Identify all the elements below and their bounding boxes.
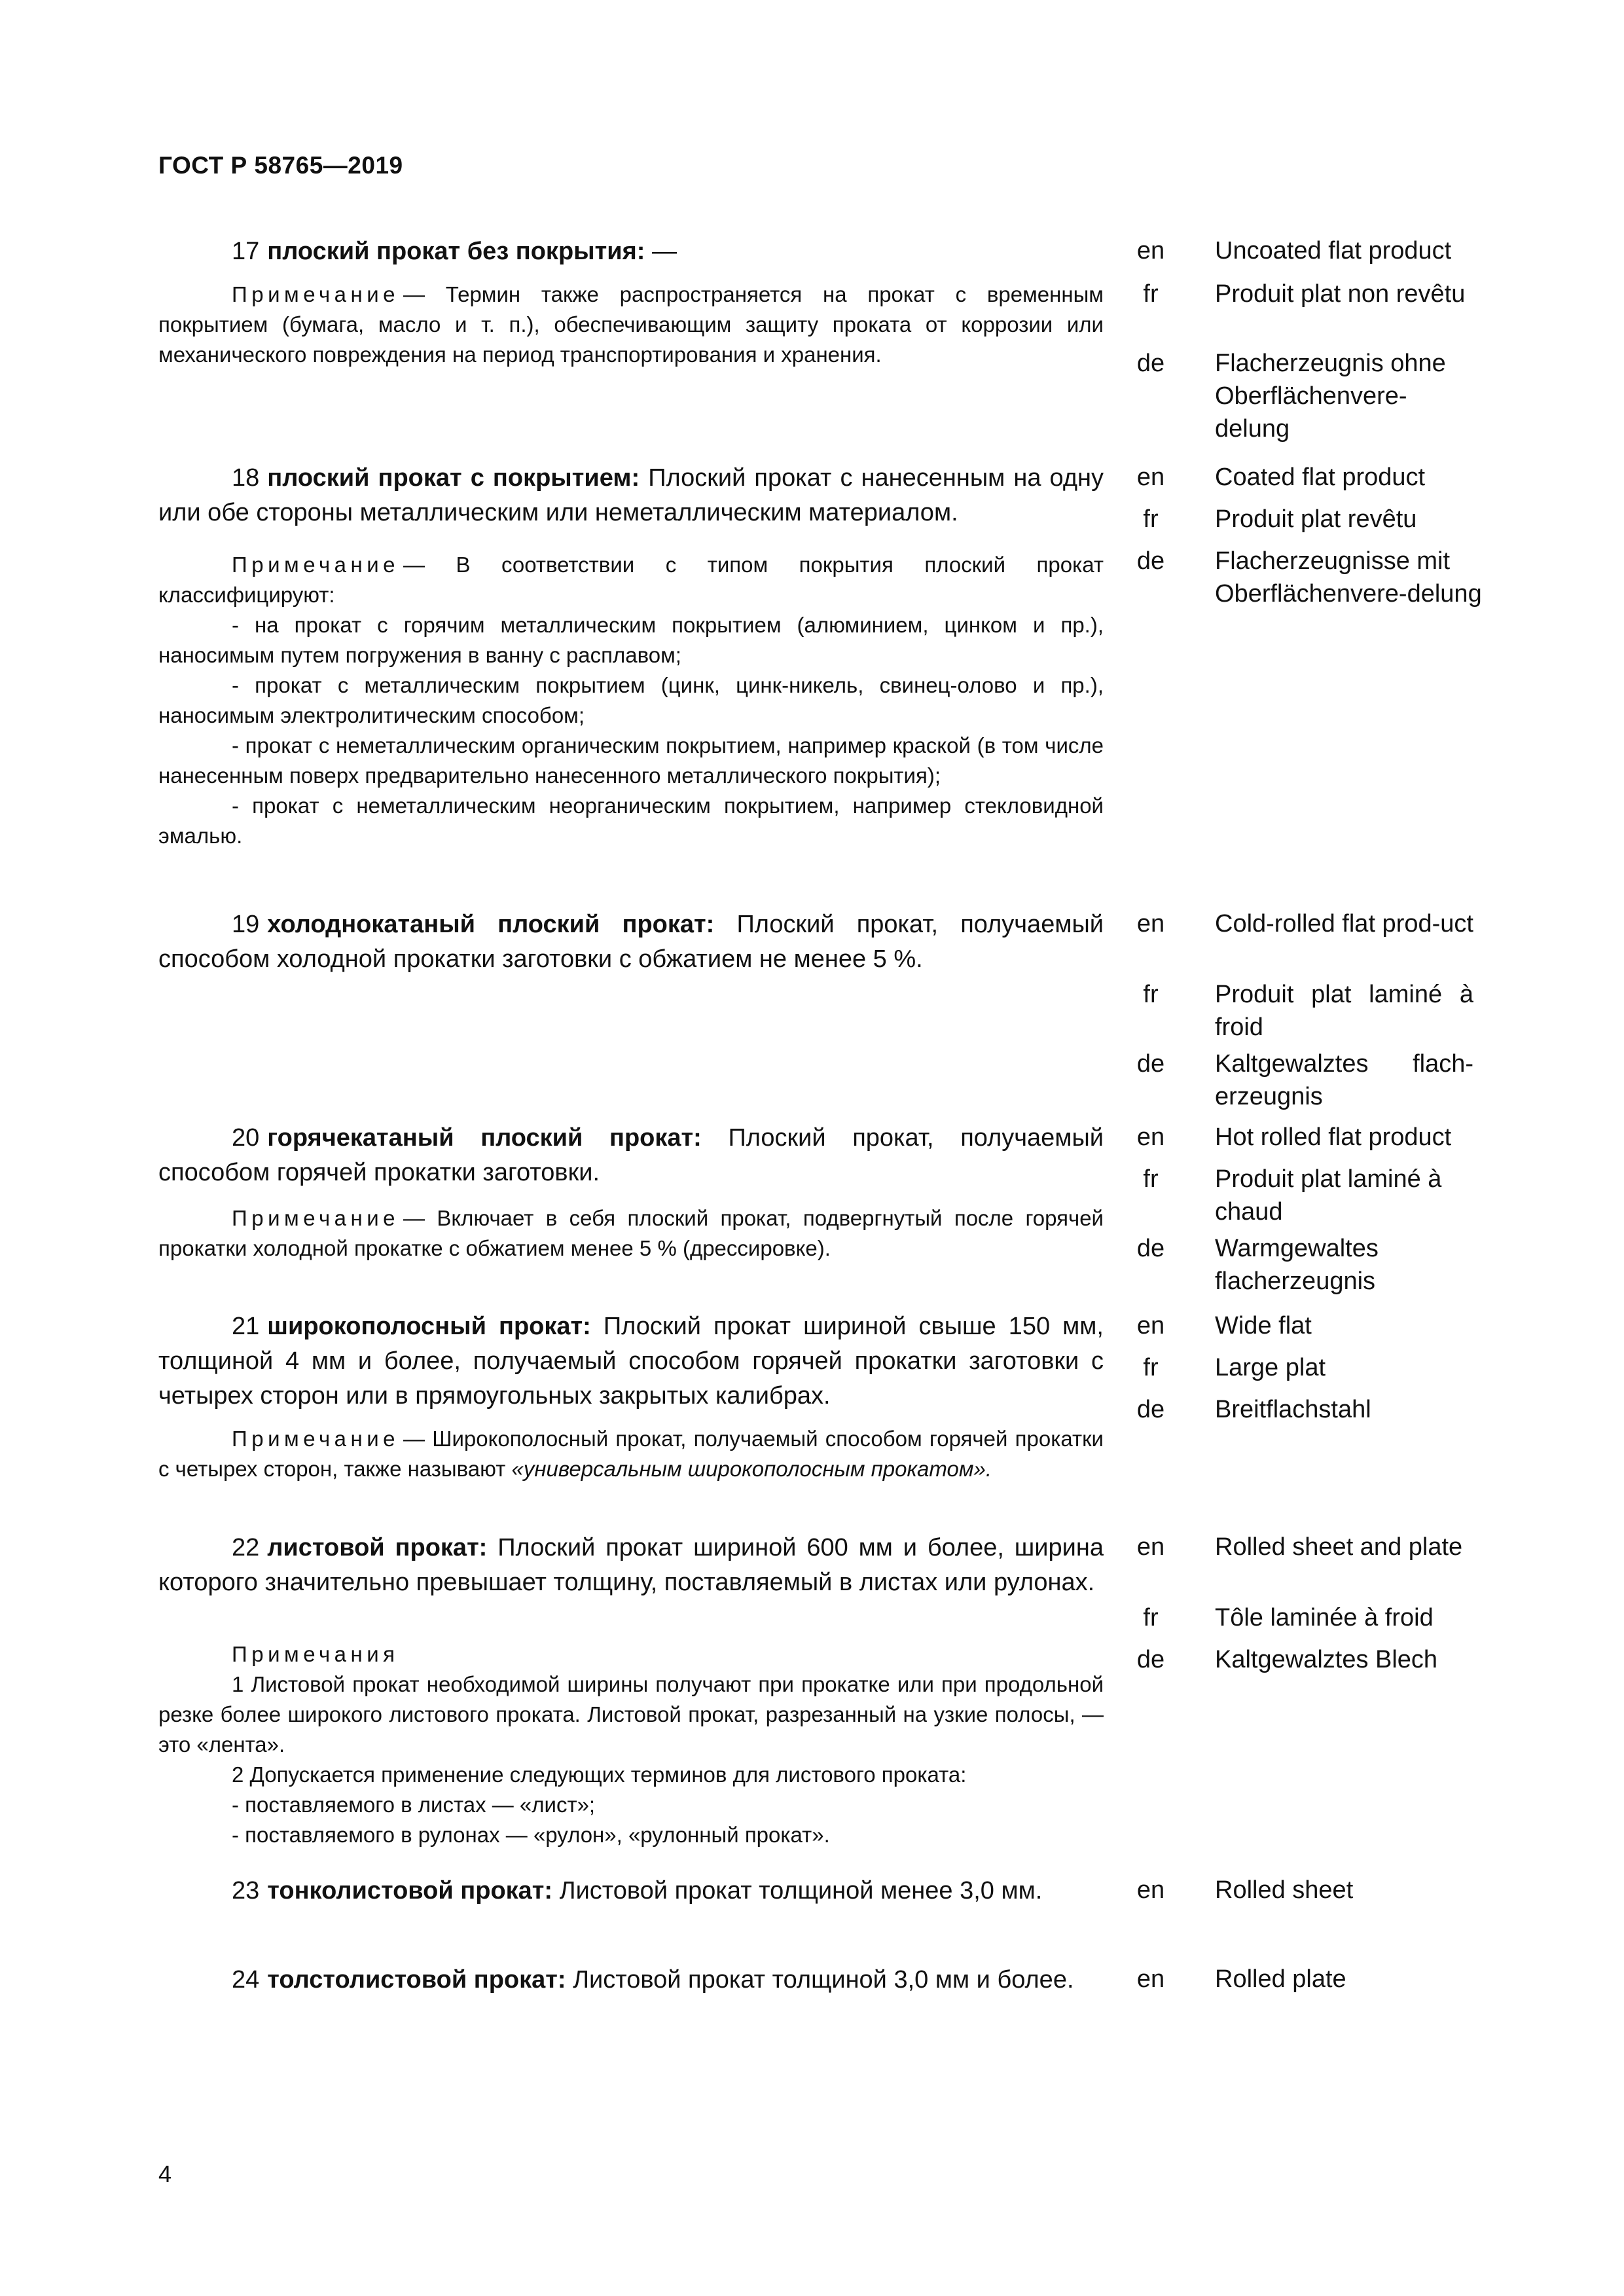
- note-list-item: - прокат с неметаллическим неорганическим покрытием, например стекловидной эмалью.: [158, 793, 1104, 848]
- lang-code-en: en: [1136, 1876, 1165, 1904]
- term-ru-block: [158, 1963, 1104, 1997]
- translation-en: Wide flat: [1215, 1312, 1312, 1339]
- term-name: тонколистовой прокат:: [267, 1877, 553, 1904]
- translation-de: Flacherzeugnis ohne Oberflächenvere-delung: [1215, 350, 1446, 443]
- note-list-item: - на прокат с горячим металлическим покрытием (алюминием, цинком и пр.), наносимым путем погружения в ванну с расплавом;: [158, 613, 1104, 667]
- note-text: — Термин также распространяется на прокат с временным покрытием (бумага, масло и т. п.), обеспечивающим защиту проката от коррозии или механического повреждения на период транспортирования и хранения.: [158, 282, 1104, 367]
- term-definition: [158, 461, 1104, 530]
- lang-code-de: de: [1136, 350, 1165, 377]
- note-list-item: - прокат с металлическим покрытием (цинк, цинк-никель, свинец-олово и пр.), наносимым электролитическим способом;: [158, 673, 1104, 727]
- term-ru-block: [158, 1309, 1104, 1484]
- lang-code-fr: fr: [1143, 1165, 1159, 1193]
- term-definition-text: Плоский прокат шириной 600 мм и более, ширина которого значительно превышает толщину, поставляемый в листах или рулонах.: [158, 1534, 1104, 1596]
- term-definition: [158, 1121, 1104, 1190]
- lang-code-de: de: [1136, 1235, 1165, 1262]
- term-definition-text: Листовой прокат толщиной 3,0 мм и более.: [566, 1966, 1074, 1994]
- translation-en: Rolled sheet and plate: [1215, 1533, 1463, 1561]
- translation-fr: Tôle laminée à froid: [1215, 1604, 1434, 1631]
- term-number: 23: [232, 1877, 260, 1904]
- term-note: [158, 550, 1104, 610]
- term-number: 24: [232, 1966, 260, 1994]
- note-item: 1 Листовой прокат необходимой ширины получают при прокатке или при продольной резке более широкого листового проката. Листовой прокат, разрезанный на узкие полосы, — это «лента».: [158, 1672, 1104, 1757]
- term-name: плоский прокат без покрытия:: [267, 238, 645, 265]
- note-label: Примечание: [232, 282, 400, 306]
- document-standard-header: ГОСТ Р 58765—2019: [158, 152, 403, 179]
- term-definition-text: Плоский прокат шириной свыше 150 мм, толщиной 4 мм и более, получаемый способом горячей прокатки заготовки с четырех сторон или в прямоугольных закрытых калибрах.: [158, 1313, 1104, 1410]
- translation-fr: Large plat: [1215, 1354, 1326, 1381]
- term-ru-block: [158, 1531, 1104, 1850]
- note-item: - поставляемого в листах — «лист»;: [232, 1793, 596, 1817]
- term-definition-text: Плоский прокат, получаемый способом горячей прокатки заготовки.: [158, 1124, 1104, 1186]
- lang-code-en: en: [1136, 1123, 1165, 1151]
- translation-fr: Produit plat laminé à froid: [1215, 981, 1473, 1041]
- translation-de: Kaltgewalztes Blech: [1215, 1646, 1438, 1673]
- translation-en: Hot rolled flat product: [1215, 1123, 1452, 1151]
- term-definition-text: Плоский прокат с нанесенным на одну или обе стороны металлическим или неметаллическим материалом.: [158, 464, 1104, 526]
- page-number: 4: [158, 2160, 172, 2187]
- translation-de: Breitflachstahl: [1215, 1396, 1371, 1423]
- term-number: 20: [232, 1124, 260, 1152]
- term-number: 21: [232, 1313, 260, 1340]
- term-definition: [158, 1874, 1104, 1908]
- term-note: [158, 1203, 1104, 1264]
- note-text: — Включает в себя плоский прокат, подвергнутый после горячей прокатки холодной прокатке с обжатием менее 5 % (дрессировке).: [158, 1206, 1104, 1260]
- note-text: — В соответствии с типом покрытия плоский прокат классифицируют:: [158, 553, 1104, 607]
- translation-fr: Produit plat revêtu: [1215, 505, 1417, 533]
- term-definition: [158, 234, 1104, 269]
- term-name: горячекатаный плоский прокат:: [267, 1124, 702, 1152]
- term-name: плоский прокат с покрытием:: [267, 464, 640, 492]
- term-ru-block: [158, 1874, 1104, 1908]
- lang-code-fr: fr: [1143, 505, 1159, 533]
- term-ru-block: [158, 907, 1104, 977]
- note-label: Примечание: [232, 553, 400, 577]
- note-italic-text: «универсальным широкополосным прокатом».: [511, 1457, 992, 1481]
- term-name: толстолистовой прокат:: [267, 1966, 566, 1994]
- translation-fr: Produit plat non revêtu: [1215, 280, 1466, 308]
- lang-code-fr: fr: [1143, 1354, 1159, 1381]
- translation-en: Rolled plate: [1215, 1965, 1346, 1993]
- lang-code-fr: fr: [1143, 280, 1159, 308]
- term-name: холоднокатаный плоский прокат:: [267, 911, 715, 938]
- lang-code-en: en: [1136, 464, 1165, 491]
- term-number: 17: [232, 238, 260, 265]
- term-definition-text: Листовой прокат толщиной менее 3,0 мм.: [552, 1877, 1043, 1904]
- translation-en: Uncoated flat product: [1215, 237, 1452, 264]
- translation-fr: Produit plat laminé à chaud: [1215, 1165, 1442, 1226]
- translation-en: Rolled sheet: [1215, 1876, 1354, 1904]
- translation-de: Flacherzeugnisse mit Oberflächenvere-delung: [1215, 547, 1482, 608]
- lang-code-de: de: [1136, 1396, 1165, 1423]
- note-text: — Широкополосный прокат, получаемый способом горячей прокатки с четырех сторон, также называют: [158, 1427, 1104, 1481]
- term-name: листовой прокат:: [267, 1534, 488, 1561]
- term-definition: [158, 1963, 1104, 1997]
- term-number: 18: [232, 464, 260, 492]
- lang-code-fr: fr: [1143, 1604, 1159, 1631]
- note-label: Примечание: [232, 1206, 400, 1230]
- note-item: - поставляемого в рулонах — «рулон», «рулонный прокат».: [232, 1823, 830, 1847]
- translation-en: Coated flat product: [1215, 464, 1426, 491]
- lang-code-en: en: [1136, 1312, 1165, 1339]
- term-definition: [158, 1309, 1104, 1413]
- term-ru-block: [158, 234, 1104, 370]
- lang-code-de: de: [1136, 1050, 1165, 1078]
- lang-code-en: en: [1136, 1533, 1165, 1561]
- term-note: [158, 1424, 1104, 1484]
- term-ru-block: [158, 1121, 1104, 1264]
- note-label: Примечание: [232, 1427, 400, 1451]
- note-list-item: - прокат с неметаллическим органическим покрытием, например краской (в том числе нанесенным поверх предварительно нанесенного металлического покрытия);: [158, 733, 1104, 788]
- term-definition-text: Плоский прокат, получаемый способом холодной прокатки заготовки с обжатием не менее 5 %.: [158, 911, 1104, 973]
- translation-de: Kaltgewalztes flach-erzeugnis: [1215, 1050, 1473, 1110]
- term-definition-text: —: [645, 238, 677, 265]
- lang-code-fr: fr: [1143, 981, 1159, 1008]
- lang-code-de: de: [1136, 547, 1165, 575]
- lang-code-en: en: [1136, 910, 1165, 938]
- translation-de: Warmgewaltes flacherzeugnis: [1215, 1235, 1379, 1295]
- term-name: широкополосный прокат:: [267, 1313, 591, 1340]
- term-ru-block: [158, 461, 1104, 851]
- note-item: 2 Допускается применение следующих терминов для листового проката:: [232, 1762, 967, 1787]
- term-definition: [158, 907, 1104, 977]
- lang-code-de: de: [1136, 1646, 1165, 1673]
- lang-code-en: en: [1136, 237, 1165, 264]
- term-number: 22: [232, 1534, 260, 1561]
- notes-heading: Примечания: [232, 1642, 399, 1666]
- translation-en: Cold-rolled flat prod-uct: [1215, 910, 1473, 938]
- term-number: 19: [232, 911, 260, 938]
- lang-code-en: en: [1136, 1965, 1165, 1993]
- term-note: [158, 280, 1104, 370]
- term-definition: [158, 1531, 1104, 1600]
